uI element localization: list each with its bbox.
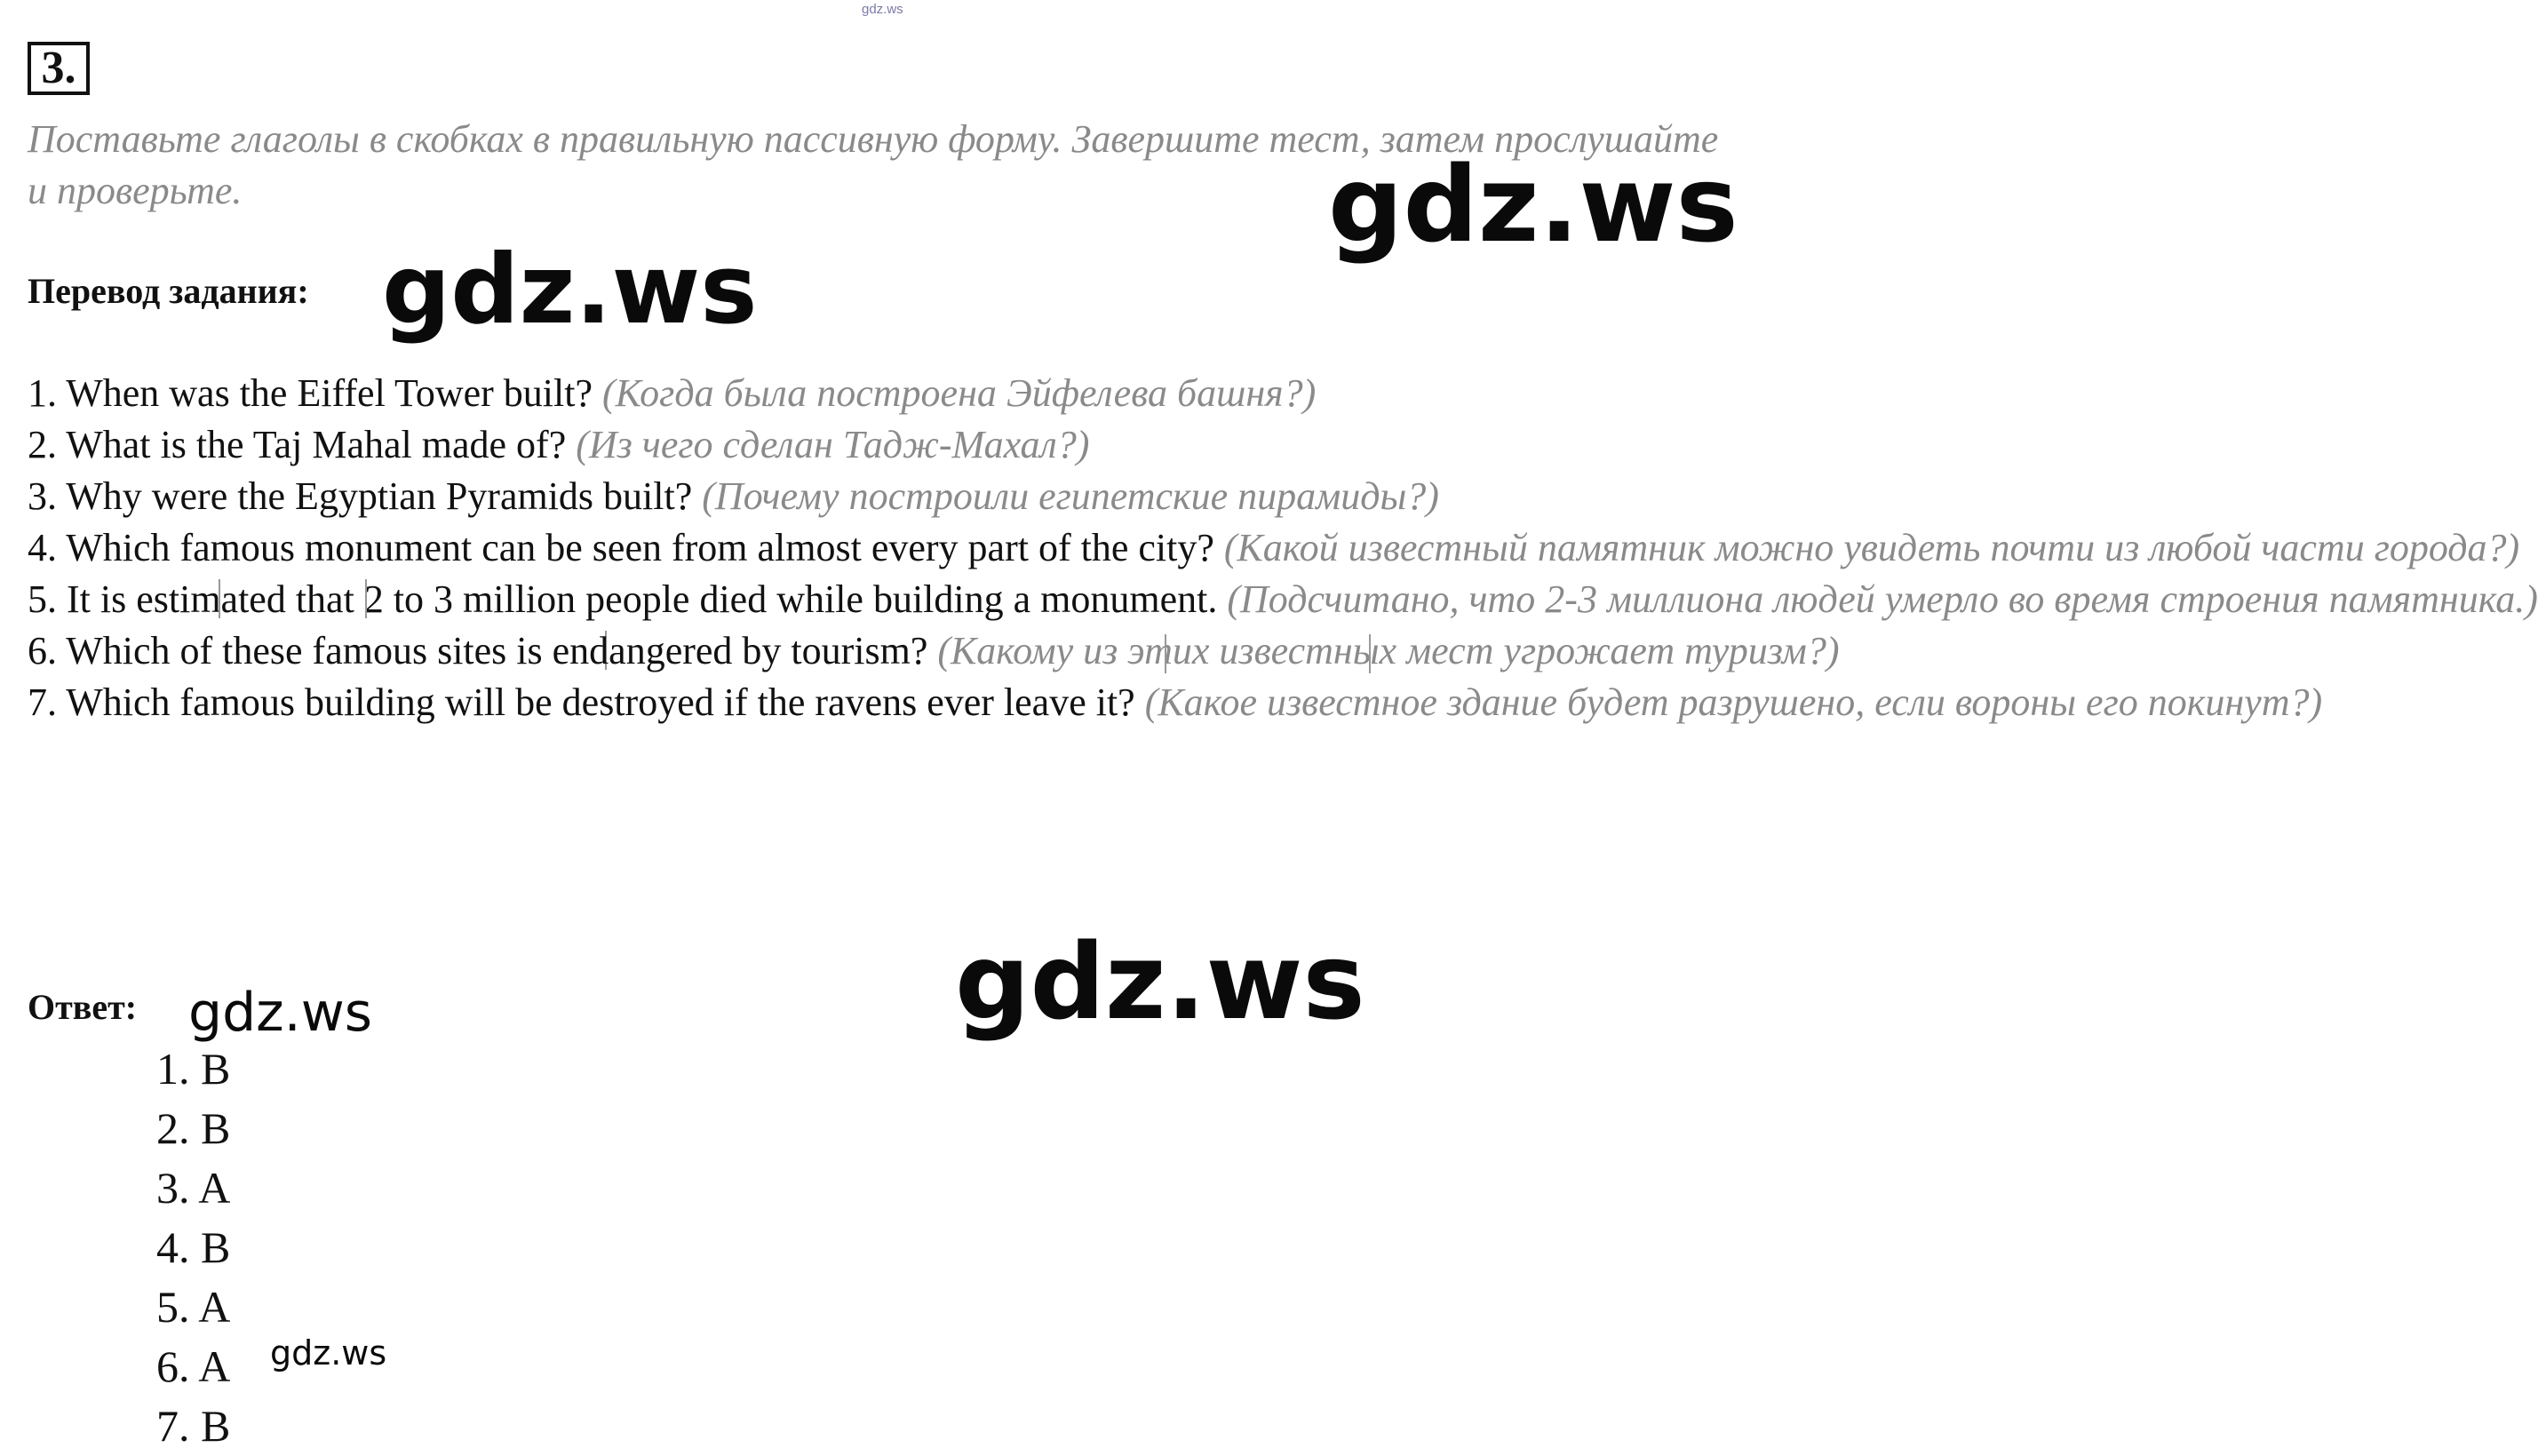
scan-artifact-line [1369,634,1371,673]
instruction-text: Поставьте глаголы в скобках в правильную пассивную форму. Завершите тест, затем прослушайте и проверьте. [28,117,1719,212]
answer-item: 4. B [156,1222,231,1272]
question-3 [28,471,1755,522]
watermark-bottom: gdz.ws [270,1333,387,1372]
question-6-ru: (Какому из этих известных мест угрожает туризм?) [937,629,1840,672]
source-watermark-small: gdz.ws [862,2,903,17]
watermark-answer: gdz.ws [188,982,373,1044]
answer-label: Ответ: [28,987,138,1027]
answer-item: 6. A [156,1341,231,1391]
watermark-center: gdz.ws [955,920,1365,1043]
question-2 [28,419,1755,471]
question-5 [28,574,2538,625]
answer-item: 2. B [156,1103,231,1153]
question-6-en: 6. Which of these famous sites is endangered by tourism? [28,629,928,672]
question-1 [28,368,1755,419]
translation-label: Перевод задания: [28,271,309,311]
question-4 [28,522,2520,574]
watermark-translation: gdz.ws [382,235,758,346]
question-list [28,368,2538,728]
question-5-en: 5. It is estimated that 2 to 3 million people died while building a monument. [28,577,1218,621]
answer-item: 1. B [156,1044,231,1094]
question-3-ru: (Почему построили египетские пирамиды?) [702,474,1439,518]
question-6 [28,625,1840,677]
answer-item: 5. A [156,1282,231,1332]
question-7-ru: (Какое известное здание будет разрушено, если вороны его покинут?) [1144,680,2323,724]
scan-artifact-line [365,579,367,618]
answer-item: 3. A [156,1163,231,1213]
answer-item: 7. B [156,1401,231,1451]
question-7-en: 7. Which famous building will be destroyed if the ravens ever leave it? [28,680,1135,724]
question-2-ru: (Из чего сделан Тадж-Махал?) [576,423,1090,466]
question-4-en: 4. Which famous monument can be seen from almost every part of the city? [28,526,1214,569]
question-1-en: 1. When was the Eiffel Tower built? [28,371,593,415]
question-3-en: 3. Why were the Egyptian Pyramids built? [28,474,693,518]
exercise-number: 3. [28,42,90,95]
question-4-ru: (Какой известный памятник можно увидеть почти из любой части города?) [1223,526,2520,569]
question-5-ru: (Подсчитано, что 2-3 миллиона людей умерло во время строения памятника.) [1227,577,2538,621]
scan-artifact-line [219,579,220,618]
answer-list [156,1039,230,1456]
watermark-top-right: gdz.ws [1328,143,1738,266]
scan-artifact-line [1165,634,1166,673]
question-2-en: 2. What is the Taj Mahal made of? [28,423,567,466]
question-7 [28,677,2323,728]
question-1-ru: (Когда была построена Эйфелева башня?) [601,371,1317,415]
